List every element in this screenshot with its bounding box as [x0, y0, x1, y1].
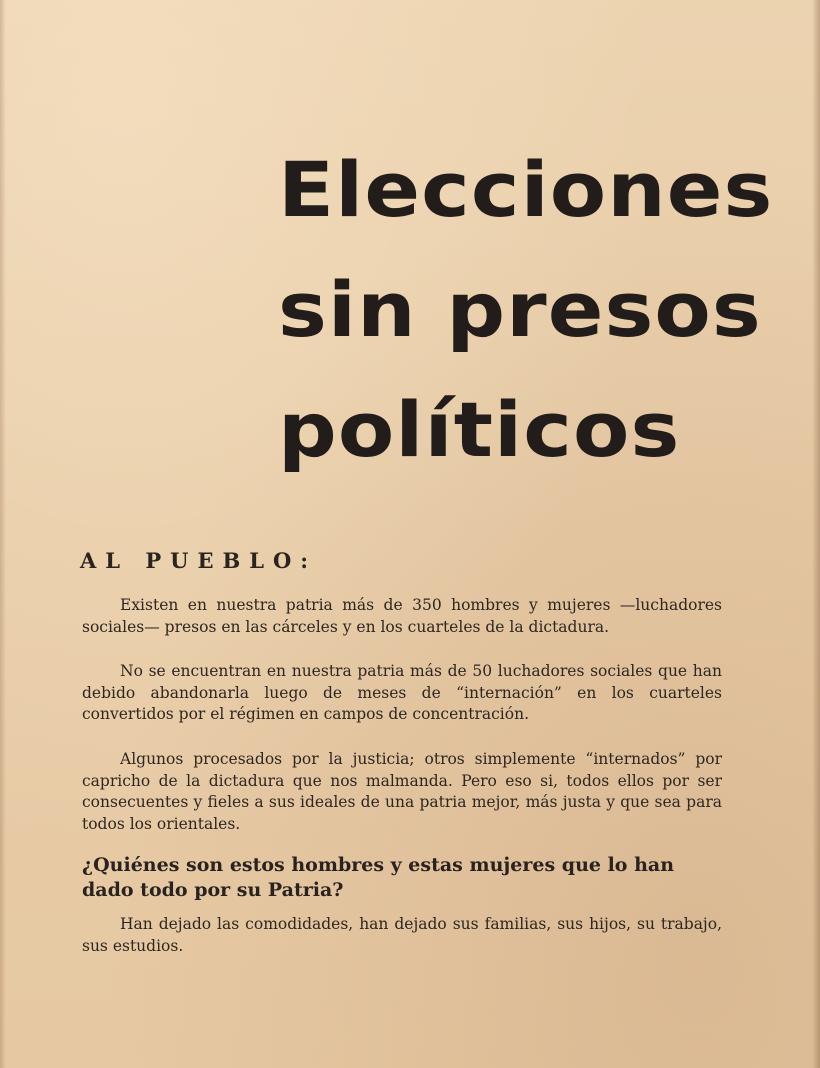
- headline-line-3: políticos: [278, 385, 681, 474]
- paragraph-prisoners: Existen en nuestra patria más de 350 hombres y mujeres —luchadores sociales— presos en las cárceles y en los cuarteles de la dictadura.: [82, 596, 722, 636]
- paragraph-sacrifices: Han dejado las comodidades, han dejado sus familias, sus hijos, su trabajo, sus estudios.: [82, 915, 722, 955]
- headline-line-1: Elecciones: [278, 145, 774, 234]
- paper-edge-left: [0, 0, 6, 1068]
- section-heading: AL PUEBLO:: [80, 548, 318, 573]
- headline-line-2: sin presos: [278, 265, 762, 354]
- headline: [278, 130, 786, 490]
- paragraph-exiles: No se encuentran en nuestra patria más de 50 luchadores sociales que han debido abandonarla luego de meses de “internación” en los cuarteles convertidos por el régimen en campos de concentración.: [82, 662, 722, 723]
- question-heading: ¿Quiénes son estos hombres y estas mujeres que lo han dado todo por su Patria?: [82, 854, 675, 901]
- paper-edge-right: [812, 0, 820, 1068]
- paragraph-processed: Algunos procesados por la justicia; otros simplemente “internados” por capricho de la dictadura que nos malmanda. Pero eso si, todos ellos por ser consecuentes y fieles a sus ideales de una patria mejor, más justa y que sea para todos los orientales.: [82, 750, 722, 833]
